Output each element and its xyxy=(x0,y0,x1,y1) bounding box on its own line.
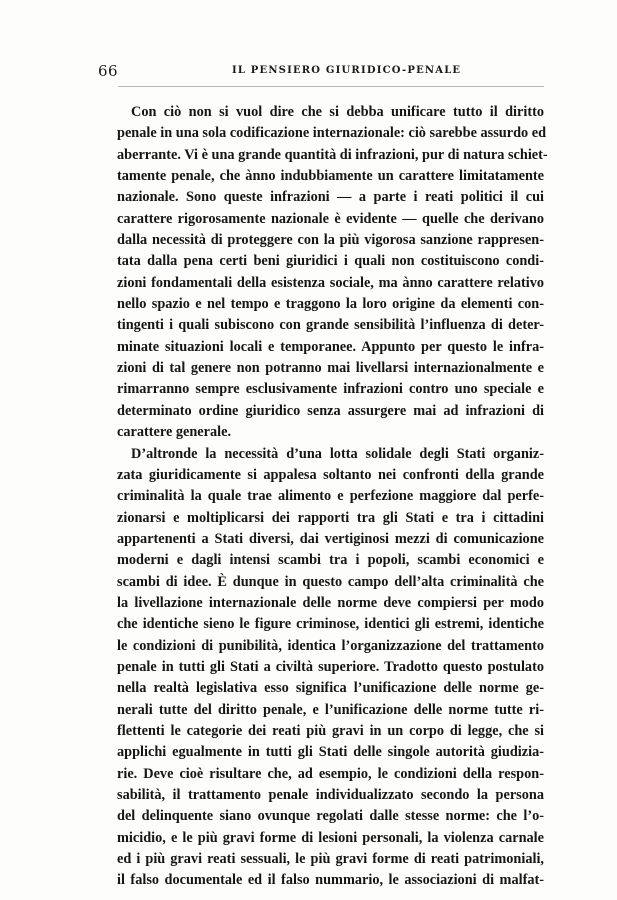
text-line: carattere rigorosamente nazionale è evidente — quelle che derivano xyxy=(117,210,544,227)
running-head xyxy=(98,62,544,82)
text-line: zata giuridicamente si appalesa soltanto nei confronti della grande xyxy=(117,466,544,483)
text-line: nazionale. Sono queste infrazioni — a parte i reati politici il cui xyxy=(117,189,544,206)
text-line: scambi di idee. È dunque in questo campo dell’alta criminalità che xyxy=(117,573,544,590)
text-line: sabilità, il trattamento penale individualizzato secondo la persona xyxy=(117,787,544,803)
text-line: ed i più gravi reati sessuali, le più gravi forme di reati patrimoniali, xyxy=(117,851,544,868)
text-line: zionarsi e moltiplicarsi dei rapporti tra gli Stati e tra i cittadini xyxy=(117,509,544,526)
body-text xyxy=(117,102,548,892)
text-line: micidio, e le più gravi forme di lesioni personali, la violenza carnale xyxy=(117,829,544,846)
text-line: appartenenti a Stati diversi, dai vertiginosi mezzi di comunicazione xyxy=(117,530,544,547)
text-line: determinato ordine giuridico senza assurgere mai ad infrazioni di xyxy=(117,402,544,419)
text-line: il falso documentale ed il falso nummario, le associazioni di malfat- xyxy=(117,872,544,889)
text-line: criminalità la quale trae alimento e perfezione maggiore dal perfe- xyxy=(117,488,544,505)
text-line: nello spazio e nel tempo e traggono la loro origine da elementi con- xyxy=(117,296,544,313)
text-line: del delinquente siano ovunque regolati dalle stesse norme: che l’o- xyxy=(117,808,544,825)
text-line: moderni e dagli intensi scambi tra i popoli, scambi economici e xyxy=(117,552,544,569)
text-line: aberrante. Vi è una grande quantità di infrazioni, pur di natura schiet- xyxy=(117,146,548,163)
page-number: 66 xyxy=(98,62,119,80)
text-line: tamente penale, che ànno indubbiamente un carattere limitatamente xyxy=(117,168,544,185)
text-line: zioni di tal genere non potranno mai livellarsi internazionalmente e xyxy=(117,360,544,377)
text-line: D’altronde la necessità d’una lotta solidale degli Stati organiz- xyxy=(131,445,544,462)
text-line: tata dalla pena certi beni giuridici i quali non costituiscono condi- xyxy=(117,253,544,270)
text-line: nerali tutte del diritto penale, e l’unificazione delle norme tutte ri- xyxy=(117,701,544,718)
text-line: flettenti le categorie dei reati più gravi in un corpo di legge, che si xyxy=(117,722,544,739)
text-line: rimarranno sempre esclusivamente infrazioni contro uno speciale e xyxy=(117,381,544,398)
text-line: rie. Deve cioè risultare che, ad esempio, le condizioni della respon- xyxy=(117,765,544,782)
text-line: nella realtà legislativa esso significa l’unificazione delle norme ge- xyxy=(117,680,544,697)
text-line: penale in una sola codificazione internazionale: ciò sarebbe assurdo ed xyxy=(117,125,547,142)
text-line: carattere generale. xyxy=(117,424,232,441)
header-rule xyxy=(118,86,544,87)
running-title: IL PENSIERO GIURIDICO-PENALE xyxy=(232,65,462,76)
text-line: penale in tutti gli Stati a civiltà superiore. Tradotto questo postulato xyxy=(117,658,544,675)
text-line: la livellazione internazionale delle norme deve compiersi per modo xyxy=(117,594,544,611)
text-line: applichi egualmente in tutti gli Stati delle singole autorità giudizia- xyxy=(117,744,544,761)
text-line: le condizioni di punibilità, identica l’organizzazione del trattamento xyxy=(117,637,544,654)
text-line: minate situazioni locali e temporanee. Appunto per questo le infra- xyxy=(117,338,544,355)
text-line: tingenti i quali subiscono con grande sensibilità l’influenza di deter- xyxy=(117,317,544,334)
text-line: Con ciò non si vuol dire che si debba unificare tutto il diritto xyxy=(131,104,544,120)
text-line: zioni fondamentali della esistenza sociale, ma ànno carattere relativo xyxy=(117,274,544,291)
text-line: che identiche sieno le figure criminose, identici gli estremi, identiche xyxy=(117,616,544,633)
text-line: dalla necessità di proteggere con la più vigorosa sanzione rappresen- xyxy=(117,232,544,249)
